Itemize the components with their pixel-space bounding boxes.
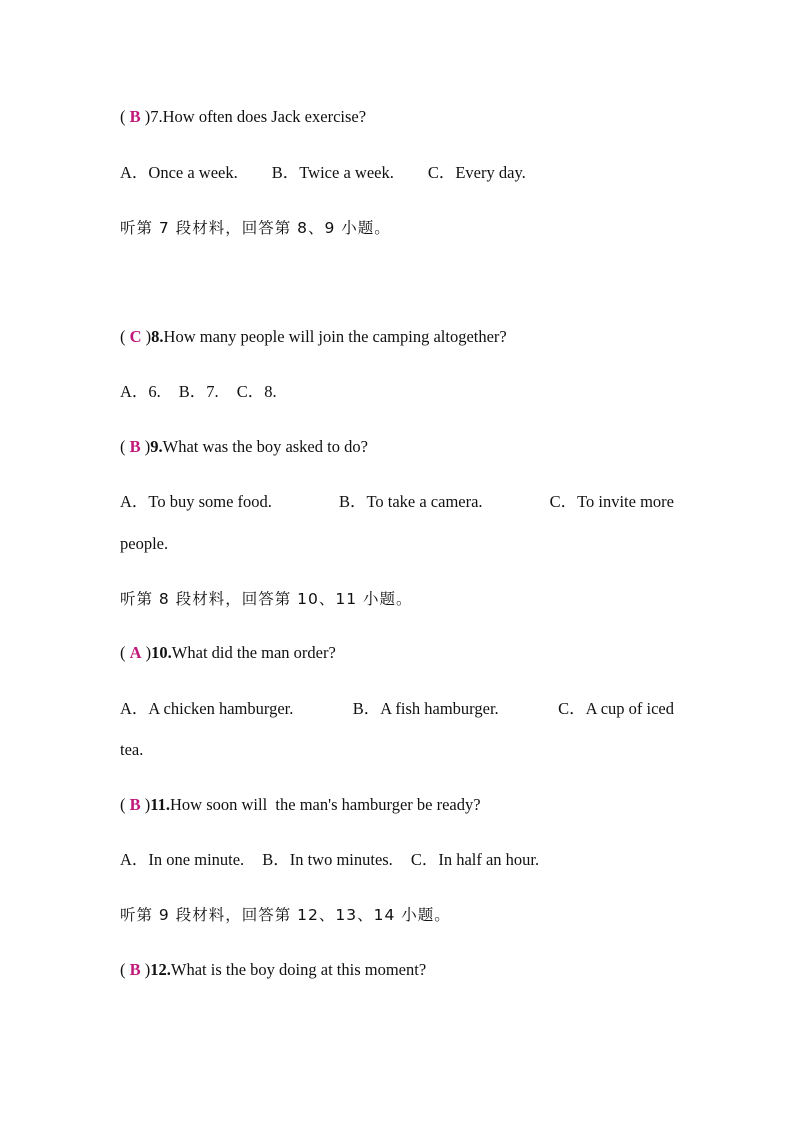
option-11-a: A．In one minute. (120, 850, 245, 869)
option-10-a: A．A chicken hamburger. (120, 699, 294, 718)
option-7-c: C．Every day. (427, 163, 526, 182)
question-8: ( C )8.How many people will join the camping altogether? (120, 327, 507, 346)
question-number-10: 10. (151, 643, 172, 662)
options-9-wrap: people. (120, 534, 169, 553)
question-text-8: How many people will join the camping altogether? (163, 327, 507, 346)
section-heading-7: 听第 7 段材料，回答第 8、9 小题。 (120, 219, 391, 237)
option-10-b: B．A fish hamburger. (352, 699, 499, 718)
options-7 (120, 163, 526, 183)
option-9-a: A．To buy some food. (120, 492, 272, 511)
question-text-11: How soon will the man's hamburger be ready? (169, 795, 481, 814)
question-text-12: What is the boy doing at this moment? (170, 960, 427, 979)
question-9: ( B )9.What was the boy asked to do? (120, 437, 368, 456)
option-8-b: B．7. (178, 382, 219, 401)
answer-8: C (129, 327, 142, 346)
question-7: ( B )7.How often does Jack exercise? (120, 107, 367, 126)
question-text-7: How often does Jack exercise? (162, 107, 367, 126)
options-10-wrap: tea. (120, 740, 144, 759)
option-10-c: C．A cup of iced (558, 699, 674, 718)
option-11-c: C．In half an hour. (410, 850, 540, 869)
question-number-12: 12. (150, 960, 171, 979)
option-8-c: C．8. (236, 382, 277, 401)
options-10 (120, 699, 674, 719)
option-8-a: A．6. (120, 382, 161, 401)
option-7-a: A．Once a week. (120, 163, 238, 182)
question-number-7: 7. (150, 107, 163, 126)
option-7-b: B．Twice a week. (271, 163, 394, 182)
option-9-b: B．To take a camera. (338, 492, 483, 511)
answer-7: B (129, 107, 141, 126)
option-9-c: C．To invite more (549, 492, 674, 511)
question-text-9: What was the boy asked to do? (162, 437, 368, 456)
answer-12: B (129, 960, 141, 979)
answer-9: B (129, 437, 141, 456)
question-number-8: 8. (151, 327, 164, 346)
question-10: ( A )10.What did the man order? (120, 643, 336, 662)
options-8 (120, 382, 277, 402)
question-text-10: What did the man order? (171, 643, 336, 662)
question-number-11: 11. (150, 795, 170, 814)
answer-11: B (129, 795, 141, 814)
question-12: ( B )12.What is the boy doing at this moment? (120, 960, 427, 979)
answer-10: A (129, 643, 142, 662)
option-11-b: B．In two minutes. (262, 850, 393, 869)
section-heading-9: 听第 9 段材料，回答第 12、13、14 小题。 (120, 906, 451, 924)
question-11: ( B )11.How soon will the man's hamburger be ready? (120, 795, 481, 814)
options-11 (120, 850, 539, 870)
options-9 (120, 492, 674, 512)
section-heading-8: 听第 8 段材料，回答第 10、11 小题。 (120, 590, 413, 608)
question-number-9: 9. (150, 437, 163, 456)
